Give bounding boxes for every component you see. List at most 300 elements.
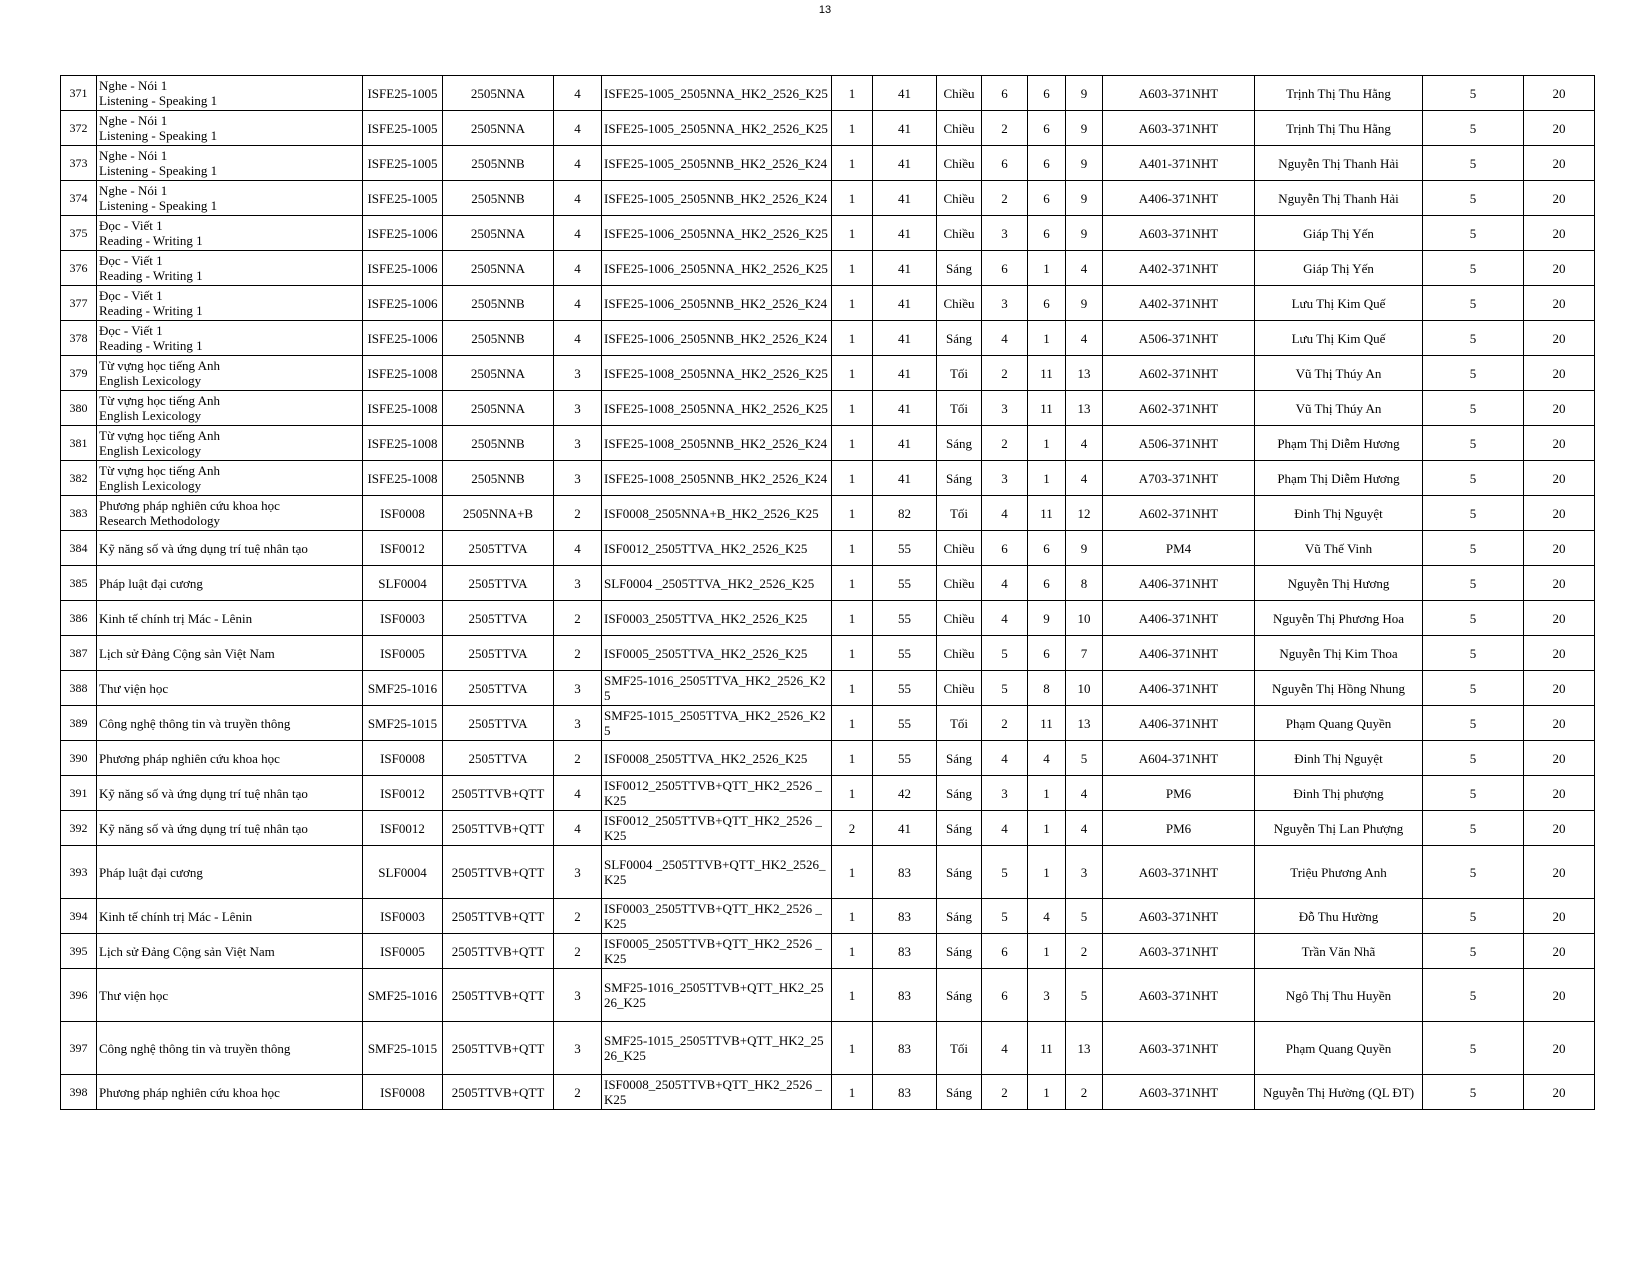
- cell-total: 20: [1524, 776, 1595, 811]
- cell-end-period: 9: [1066, 286, 1103, 321]
- cell-subject: [97, 1022, 363, 1075]
- cell-total: 20: [1524, 496, 1595, 531]
- table-row: [61, 76, 1595, 111]
- cell-course-code: ISFE25-1006: [363, 216, 443, 251]
- table-row: [61, 846, 1595, 899]
- cell-group-number: 1: [832, 706, 873, 741]
- table-row: [61, 899, 1595, 934]
- cell-day: 4: [982, 496, 1028, 531]
- subject-name-vi: Thư viện học: [99, 987, 169, 1003]
- cell-day: 3: [982, 461, 1028, 496]
- cell-subject: [97, 356, 363, 391]
- cell-stt: 391: [61, 776, 97, 811]
- cell-subject: [97, 286, 363, 321]
- cell-total: 20: [1524, 706, 1595, 741]
- cell-group-number: 1: [832, 251, 873, 286]
- subject-name-en: Listening - Speaking 1: [99, 128, 218, 143]
- cell-class-group: ISF0005_2505TTVB+QTT_HK2_2526 _K25: [602, 934, 832, 969]
- cell-course-code: ISFE25-1008: [363, 426, 443, 461]
- cell-stt: 378: [61, 321, 97, 356]
- cell-stt: 387: [61, 636, 97, 671]
- cell-start-period: 6: [1028, 111, 1066, 146]
- table-row: [61, 216, 1595, 251]
- cell-day: 4: [982, 811, 1028, 846]
- cell-end-period: 12: [1066, 496, 1103, 531]
- cell-credits: 4: [554, 181, 602, 216]
- subject-name-vi: Nghe - Nói 1: [99, 183, 168, 198]
- cell-weeks: 5: [1423, 969, 1524, 1022]
- table-row: [61, 811, 1595, 846]
- table-row: [61, 776, 1595, 811]
- cell-class-size: 41: [873, 251, 937, 286]
- cell-weeks: 5: [1423, 776, 1524, 811]
- cell-day: 5: [982, 671, 1028, 706]
- cell-class-size: 41: [873, 181, 937, 216]
- cell-credits: 2: [554, 899, 602, 934]
- cell-group-number: 1: [832, 216, 873, 251]
- cell-class: 2505TTVB+QTT: [443, 776, 554, 811]
- cell-day: 4: [982, 1022, 1028, 1075]
- cell-weeks: 5: [1423, 146, 1524, 181]
- cell-credits: 3: [554, 426, 602, 461]
- cell-credits: 3: [554, 391, 602, 426]
- cell-subject: [97, 146, 363, 181]
- cell-total: 20: [1524, 146, 1595, 181]
- cell-class: 2505NNA: [443, 391, 554, 426]
- cell-weeks: 5: [1423, 531, 1524, 566]
- cell-subject: [97, 251, 363, 286]
- cell-credits: 4: [554, 776, 602, 811]
- cell-class-size: 41: [873, 216, 937, 251]
- cell-class-size: 83: [873, 1022, 937, 1075]
- cell-session: Tối: [937, 391, 982, 426]
- cell-session: Sáng: [937, 321, 982, 356]
- cell-total: 20: [1524, 426, 1595, 461]
- cell-day: 5: [982, 846, 1028, 899]
- cell-credits: 4: [554, 146, 602, 181]
- cell-end-period: 4: [1066, 811, 1103, 846]
- cell-lecturer: Đinh Thị phượng: [1255, 776, 1423, 811]
- cell-start-period: 1: [1028, 251, 1066, 286]
- cell-class-size: 83: [873, 969, 937, 1022]
- cell-course-code: ISFE25-1008: [363, 356, 443, 391]
- cell-total: 20: [1524, 899, 1595, 934]
- cell-stt: 397: [61, 1022, 97, 1075]
- cell-start-period: 6: [1028, 566, 1066, 601]
- cell-class-size: 41: [873, 321, 937, 356]
- subject-name-vi: Đọc - Viết 1: [99, 218, 163, 233]
- cell-course-code: SLF0004: [363, 566, 443, 601]
- cell-credits: 2: [554, 496, 602, 531]
- cell-day: 2: [982, 426, 1028, 461]
- cell-subject: [97, 531, 363, 566]
- cell-day: 3: [982, 391, 1028, 426]
- cell-group-number: 1: [832, 286, 873, 321]
- cell-session: Sáng: [937, 846, 982, 899]
- cell-class-group: ISFE25-1005_2505NNA_HK2_2526_K25: [602, 76, 832, 111]
- cell-room: A603-371NHT: [1103, 1022, 1255, 1075]
- subject-name-vi: Kinh tế chính trị Mác - Lênin: [99, 610, 253, 626]
- subject-name-en: Listening - Speaking 1: [99, 93, 218, 108]
- cell-class-group: SLF0004 _2505TTVA_HK2_2526_K25: [602, 566, 832, 601]
- cell-lecturer: Giáp Thị Yến: [1255, 251, 1423, 286]
- cell-lecturer: Ngô Thị Thu Huyền: [1255, 969, 1423, 1022]
- cell-end-period: 4: [1066, 321, 1103, 356]
- cell-course-code: ISF0008: [363, 496, 443, 531]
- cell-room: A402-371NHT: [1103, 286, 1255, 321]
- cell-class-size: 55: [873, 671, 937, 706]
- cell-day: 2: [982, 111, 1028, 146]
- cell-class: 2505NNA: [443, 111, 554, 146]
- table-row: [61, 566, 1595, 601]
- cell-credits: 3: [554, 969, 602, 1022]
- cell-subject: [97, 391, 363, 426]
- cell-end-period: 13: [1066, 1022, 1103, 1075]
- cell-class-group: ISF0003_2505TTVA_HK2_2526_K25: [602, 601, 832, 636]
- cell-total: 20: [1524, 1075, 1595, 1110]
- cell-session: Tối: [937, 1022, 982, 1075]
- cell-class-group: ISF0012_2505TTVB+QTT_HK2_2526 _K25: [602, 811, 832, 846]
- cell-session: Chiều: [937, 531, 982, 566]
- cell-subject: [97, 899, 363, 934]
- cell-credits: 4: [554, 286, 602, 321]
- cell-room: A506-371NHT: [1103, 426, 1255, 461]
- cell-credits: 3: [554, 461, 602, 496]
- cell-stt: 382: [61, 461, 97, 496]
- cell-class-size: 83: [873, 1075, 937, 1110]
- subject-name-vi: Phương pháp nghiên cứu khoa học: [99, 1084, 280, 1100]
- cell-weeks: 5: [1423, 426, 1524, 461]
- cell-weeks: 5: [1423, 1075, 1524, 1110]
- cell-session: Chiều: [937, 671, 982, 706]
- cell-start-period: 11: [1028, 496, 1066, 531]
- cell-credits: 4: [554, 251, 602, 286]
- cell-day: 6: [982, 969, 1028, 1022]
- cell-session: Chiều: [937, 181, 982, 216]
- cell-session: Sáng: [937, 741, 982, 776]
- cell-weeks: 5: [1423, 496, 1524, 531]
- cell-class-size: 55: [873, 601, 937, 636]
- cell-subject: [97, 934, 363, 969]
- cell-session: Tối: [937, 356, 982, 391]
- cell-subject: [97, 321, 363, 356]
- cell-group-number: 1: [832, 1075, 873, 1110]
- cell-session: Sáng: [937, 776, 982, 811]
- cell-total: 20: [1524, 636, 1595, 671]
- cell-class-group: ISFE25-1006_2505NNA_HK2_2526_K25: [602, 251, 832, 286]
- cell-lecturer: Phạm Quang Quyền: [1255, 1022, 1423, 1075]
- cell-total: 20: [1524, 671, 1595, 706]
- cell-class-group: SMF25-1016_2505TTVA_HK2_2526_K25: [602, 671, 832, 706]
- cell-class-group: ISFE25-1008_2505NNA_HK2_2526_K25: [602, 356, 832, 391]
- cell-start-period: 1: [1028, 846, 1066, 899]
- cell-start-period: 6: [1028, 216, 1066, 251]
- subject-name-vi: Kỹ năng số và ứng dụng trí tuệ nhân tạo: [99, 820, 308, 836]
- cell-class-group: ISF0012_2505TTVA_HK2_2526_K25: [602, 531, 832, 566]
- cell-lecturer: Đinh Thị Nguyệt: [1255, 496, 1423, 531]
- cell-group-number: 1: [832, 566, 873, 601]
- cell-room: A603-371NHT: [1103, 1075, 1255, 1110]
- cell-total: 20: [1524, 601, 1595, 636]
- cell-start-period: 1: [1028, 1075, 1066, 1110]
- cell-weeks: 5: [1423, 286, 1524, 321]
- cell-start-period: 4: [1028, 741, 1066, 776]
- cell-room: A406-371NHT: [1103, 566, 1255, 601]
- cell-end-period: 13: [1066, 356, 1103, 391]
- cell-day: 3: [982, 286, 1028, 321]
- table-row: [61, 496, 1595, 531]
- cell-credits: 2: [554, 934, 602, 969]
- table-row: [61, 741, 1595, 776]
- cell-subject: [97, 601, 363, 636]
- cell-subject: [97, 706, 363, 741]
- cell-session: Chiều: [937, 111, 982, 146]
- cell-lecturer: Trịnh Thị Thu Hằng: [1255, 111, 1423, 146]
- cell-group-number: 1: [832, 496, 873, 531]
- cell-session: Chiều: [937, 286, 982, 321]
- cell-lecturer: Nguyễn Thị Hương: [1255, 566, 1423, 601]
- subject-name-vi: Pháp luật đại cương: [99, 575, 203, 591]
- subject-name-en: English Lexicology: [99, 408, 202, 423]
- cell-total: 20: [1524, 1022, 1595, 1075]
- subject-name-en: English Lexicology: [99, 443, 202, 458]
- cell-course-code: ISFE25-1005: [363, 111, 443, 146]
- cell-start-period: 1: [1028, 776, 1066, 811]
- cell-session: Chiều: [937, 601, 982, 636]
- cell-class-size: 83: [873, 934, 937, 969]
- cell-credits: 3: [554, 671, 602, 706]
- cell-room: A602-371NHT: [1103, 496, 1255, 531]
- subject-name-en: Reading - Writing 1: [99, 338, 203, 353]
- cell-start-period: 1: [1028, 934, 1066, 969]
- cell-session: Chiều: [937, 566, 982, 601]
- subject-name-vi: Công nghệ thông tin và truyền thông: [99, 715, 291, 731]
- cell-room: A703-371NHT: [1103, 461, 1255, 496]
- cell-group-number: 1: [832, 846, 873, 899]
- cell-credits: 3: [554, 706, 602, 741]
- subject-name-vi: Nghe - Nói 1: [99, 78, 168, 93]
- cell-room: PM4: [1103, 531, 1255, 566]
- cell-start-period: 1: [1028, 461, 1066, 496]
- cell-stt: 395: [61, 934, 97, 969]
- cell-end-period: 4: [1066, 461, 1103, 496]
- cell-course-code: ISF0003: [363, 601, 443, 636]
- cell-weeks: 5: [1423, 391, 1524, 426]
- cell-group-number: 1: [832, 671, 873, 706]
- cell-group-number: 1: [832, 181, 873, 216]
- cell-course-code: ISF0008: [363, 1075, 443, 1110]
- cell-total: 20: [1524, 531, 1595, 566]
- cell-group-number: 1: [832, 76, 873, 111]
- cell-start-period: 11: [1028, 356, 1066, 391]
- cell-stt: 376: [61, 251, 97, 286]
- cell-class-size: 42: [873, 776, 937, 811]
- cell-stt: 393: [61, 846, 97, 899]
- cell-room: PM6: [1103, 811, 1255, 846]
- cell-total: 20: [1524, 76, 1595, 111]
- cell-class: 2505NNB: [443, 321, 554, 356]
- cell-lecturer: Trịnh Thị Thu Hằng: [1255, 76, 1423, 111]
- cell-credits: 4: [554, 216, 602, 251]
- cell-stt: 373: [61, 146, 97, 181]
- cell-room: A406-371NHT: [1103, 181, 1255, 216]
- cell-day: 3: [982, 216, 1028, 251]
- cell-start-period: 11: [1028, 391, 1066, 426]
- cell-start-period: 11: [1028, 1022, 1066, 1075]
- cell-course-code: SMF25-1015: [363, 706, 443, 741]
- cell-group-number: 1: [832, 899, 873, 934]
- cell-course-code: SMF25-1016: [363, 969, 443, 1022]
- cell-course-code: SMF25-1015: [363, 1022, 443, 1075]
- cell-credits: 4: [554, 811, 602, 846]
- cell-start-period: 6: [1028, 286, 1066, 321]
- cell-total: 20: [1524, 321, 1595, 356]
- cell-stt: 389: [61, 706, 97, 741]
- subject-name-vi: Kỹ năng số và ứng dụng trí tuệ nhân tạo: [99, 785, 308, 801]
- cell-day: 3: [982, 776, 1028, 811]
- subject-name-vi: Lịch sử Đảng Cộng sản Việt Nam: [99, 943, 275, 959]
- schedule-table: [60, 75, 1595, 1110]
- cell-class-size: 55: [873, 566, 937, 601]
- cell-room: A406-371NHT: [1103, 636, 1255, 671]
- cell-course-code: ISF0012: [363, 811, 443, 846]
- cell-subject: [97, 969, 363, 1022]
- cell-class-group: ISFE25-1005_2505NNB_HK2_2526_K24: [602, 146, 832, 181]
- cell-total: 20: [1524, 251, 1595, 286]
- cell-day: 4: [982, 321, 1028, 356]
- cell-lecturer: Nguyễn Thị Hường (QL ĐT): [1255, 1075, 1423, 1110]
- cell-end-period: 9: [1066, 181, 1103, 216]
- cell-day: 4: [982, 741, 1028, 776]
- cell-day: 4: [982, 601, 1028, 636]
- cell-class-size: 41: [873, 356, 937, 391]
- cell-course-code: SMF25-1016: [363, 671, 443, 706]
- cell-day: 6: [982, 531, 1028, 566]
- table-row: [61, 461, 1595, 496]
- cell-class: 2505TTVA: [443, 531, 554, 566]
- cell-stt: 394: [61, 899, 97, 934]
- subject-name-vi: Từ vựng học tiếng Anh: [99, 428, 220, 443]
- cell-class-group: ISFE25-1005_2505NNA_HK2_2526_K25: [602, 111, 832, 146]
- cell-class-group: ISF0008_2505NNA+B_HK2_2526_K25: [602, 496, 832, 531]
- table-row: [61, 321, 1595, 356]
- cell-end-period: 5: [1066, 899, 1103, 934]
- table-row: [61, 601, 1595, 636]
- cell-class: 2505TTVB+QTT: [443, 899, 554, 934]
- cell-class: 2505NNB: [443, 146, 554, 181]
- schedule-body: [61, 76, 1595, 1110]
- cell-course-code: ISF0005: [363, 636, 443, 671]
- cell-credits: 3: [554, 1022, 602, 1075]
- cell-room: A402-371NHT: [1103, 251, 1255, 286]
- cell-end-period: 3: [1066, 846, 1103, 899]
- cell-class-group: ISFE25-1006_2505NNA_HK2_2526_K25: [602, 216, 832, 251]
- cell-stt: 388: [61, 671, 97, 706]
- cell-stt: 385: [61, 566, 97, 601]
- cell-class: 2505TTVA: [443, 671, 554, 706]
- cell-group-number: 1: [832, 321, 873, 356]
- cell-stt: 379: [61, 356, 97, 391]
- cell-room: A603-371NHT: [1103, 934, 1255, 969]
- cell-course-code: ISFE25-1005: [363, 146, 443, 181]
- cell-group-number: 1: [832, 111, 873, 146]
- cell-weeks: 5: [1423, 636, 1524, 671]
- cell-class-group: SMF25-1015_2505TTVA_HK2_2526_K25: [602, 706, 832, 741]
- cell-group-number: 1: [832, 461, 873, 496]
- subject-name-vi: Kỹ năng số và ứng dụng trí tuệ nhân tạo: [99, 540, 308, 556]
- cell-lecturer: Nguyễn Thị Thanh Hải: [1255, 146, 1423, 181]
- cell-class: 2505NNA+B: [443, 496, 554, 531]
- table-row: [61, 181, 1595, 216]
- cell-class-group: ISF0003_2505TTVB+QTT_HK2_2526 _K25: [602, 899, 832, 934]
- cell-weeks: 5: [1423, 899, 1524, 934]
- cell-lecturer: Nguyễn Thị Thanh Hải: [1255, 181, 1423, 216]
- cell-total: 20: [1524, 969, 1595, 1022]
- cell-credits: 2: [554, 601, 602, 636]
- cell-weeks: 5: [1423, 181, 1524, 216]
- cell-stt: 371: [61, 76, 97, 111]
- cell-class: 2505NNB: [443, 286, 554, 321]
- cell-course-code: ISF0012: [363, 531, 443, 566]
- cell-class-group: SMF25-1016_2505TTVB+QTT_HK2_2526_K25: [602, 969, 832, 1022]
- cell-day: 6: [982, 934, 1028, 969]
- cell-stt: 384: [61, 531, 97, 566]
- cell-session: Sáng: [937, 934, 982, 969]
- cell-session: Chiều: [937, 146, 982, 181]
- cell-weeks: 5: [1423, 671, 1524, 706]
- table-row: [61, 286, 1595, 321]
- cell-total: 20: [1524, 111, 1595, 146]
- cell-lecturer: Lưu Thị Kim Quế: [1255, 321, 1423, 356]
- cell-group-number: 1: [832, 636, 873, 671]
- cell-subject: [97, 496, 363, 531]
- cell-day: 2: [982, 356, 1028, 391]
- cell-end-period: 4: [1066, 776, 1103, 811]
- cell-course-code: ISFE25-1005: [363, 76, 443, 111]
- cell-stt: 383: [61, 496, 97, 531]
- cell-end-period: 13: [1066, 391, 1103, 426]
- cell-subject: [97, 216, 363, 251]
- cell-room: A603-371NHT: [1103, 969, 1255, 1022]
- cell-group-number: 1: [832, 356, 873, 391]
- cell-day: 2: [982, 1075, 1028, 1110]
- cell-lecturer: Giáp Thị Yến: [1255, 216, 1423, 251]
- cell-total: 20: [1524, 461, 1595, 496]
- table-row: [61, 671, 1595, 706]
- cell-subject: [97, 111, 363, 146]
- cell-course-code: ISFE25-1008: [363, 461, 443, 496]
- cell-end-period: 10: [1066, 601, 1103, 636]
- subject-name-en: Reading - Writing 1: [99, 233, 203, 248]
- cell-end-period: 9: [1066, 76, 1103, 111]
- cell-stt: 398: [61, 1075, 97, 1110]
- cell-end-period: 2: [1066, 934, 1103, 969]
- cell-lecturer: Vũ Thị Thúy An: [1255, 356, 1423, 391]
- cell-credits: 3: [554, 846, 602, 899]
- table-row: [61, 1075, 1595, 1110]
- cell-start-period: 1: [1028, 811, 1066, 846]
- cell-weeks: 5: [1423, 356, 1524, 391]
- cell-group-number: 1: [832, 1022, 873, 1075]
- cell-session: Chiều: [937, 636, 982, 671]
- cell-credits: 2: [554, 636, 602, 671]
- cell-end-period: 2: [1066, 1075, 1103, 1110]
- cell-group-number: 1: [832, 531, 873, 566]
- subject-name-vi: Công nghệ thông tin và truyền thông: [99, 1040, 291, 1056]
- table-row: [61, 426, 1595, 461]
- cell-room: A602-371NHT: [1103, 391, 1255, 426]
- cell-course-code: ISFE25-1008: [363, 391, 443, 426]
